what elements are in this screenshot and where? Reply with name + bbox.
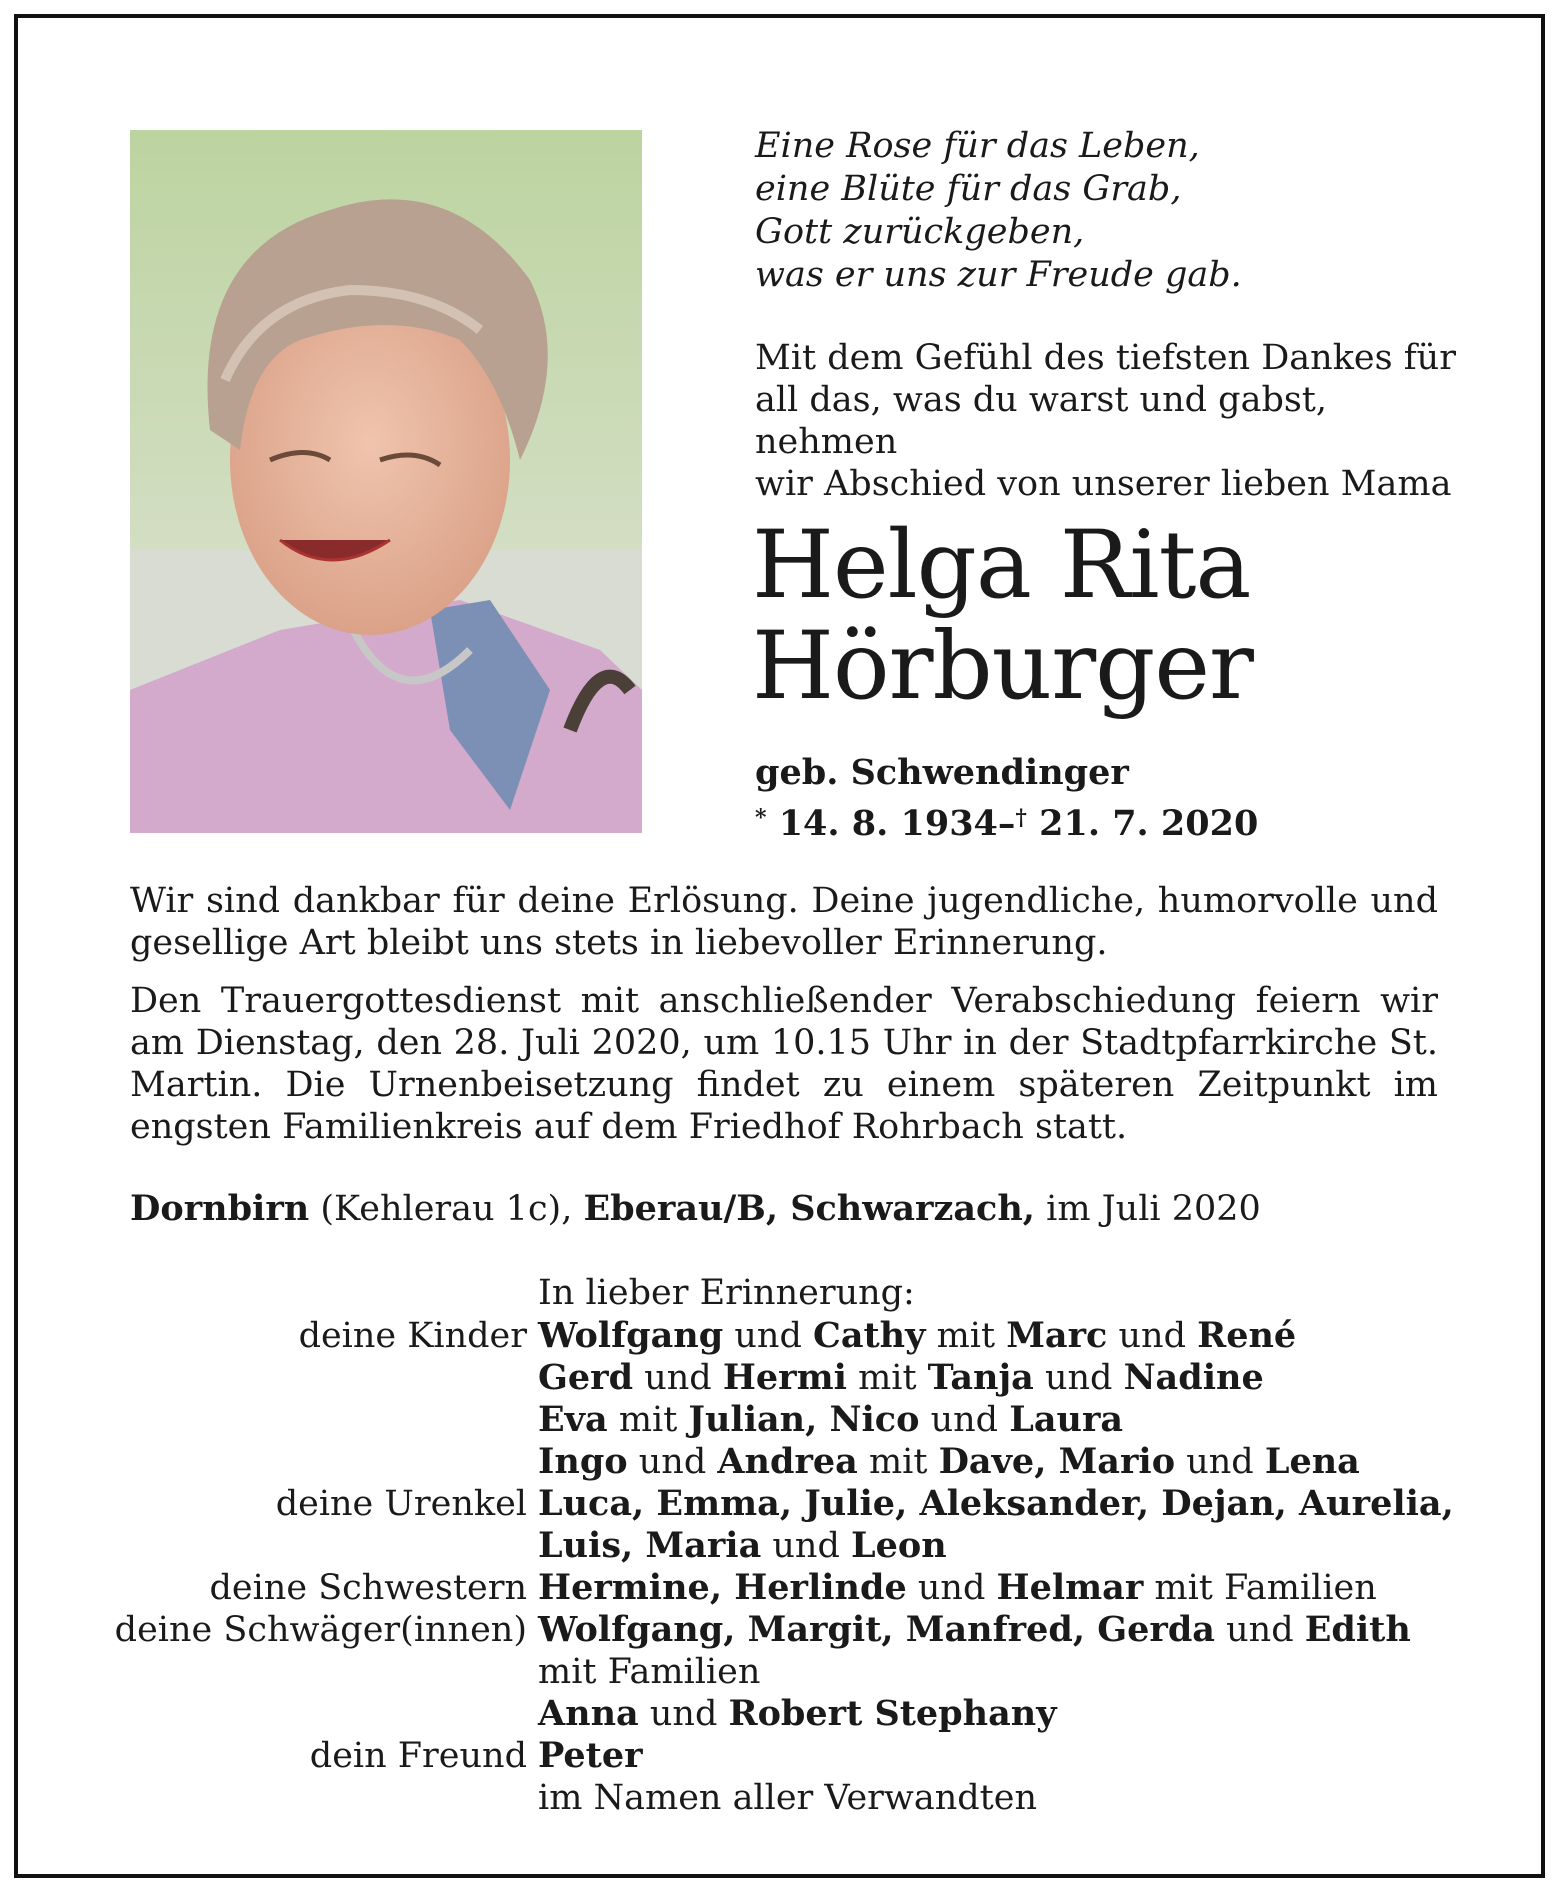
- signature-name: Lena: [1264, 1441, 1360, 1482]
- signature-text: und: [1175, 1442, 1265, 1482]
- death-mark: †: [1015, 805, 1027, 831]
- signature-text: und: [1033, 1358, 1124, 1398]
- birth-mark: *: [755, 805, 767, 831]
- signature-names: [538, 1315, 1296, 1357]
- date-dash: –: [997, 803, 1016, 844]
- signature-text: mit: [607, 1400, 689, 1440]
- intro-line: Mit dem Gefühl des tiefsten Dankes für: [755, 338, 1456, 378]
- intro-text: [755, 337, 1475, 505]
- signature-name: Marc: [1006, 1315, 1108, 1356]
- poem-line: eine Blüte für das Grab,: [755, 169, 1182, 209]
- poem: [755, 125, 1475, 297]
- signature-name: Peter: [538, 1735, 643, 1776]
- signature-text: mit: [846, 1358, 928, 1398]
- signature-relation: deine Schwäger(innen): [114, 1610, 527, 1650]
- signature-names: [538, 1441, 1360, 1483]
- signature-list: [0, 1315, 1567, 1819]
- signature-row: [0, 1567, 1567, 1609]
- signature-text: und: [906, 1568, 997, 1608]
- signature-text: mit Familien: [1143, 1568, 1377, 1608]
- signature-name: Edith: [1304, 1609, 1411, 1650]
- signature-names: [538, 1567, 1377, 1609]
- signature-row: [0, 1525, 1567, 1567]
- signature-relation: deine Schwestern: [209, 1568, 527, 1608]
- poem-line: Gott zurückgeben,: [755, 212, 1085, 252]
- signature-name: Luca, Emma, Julie, Aleksander, Dejan, Aurelia,: [538, 1483, 1454, 1524]
- signature-text: und: [919, 1400, 1010, 1440]
- signature-row: [0, 1693, 1567, 1735]
- gratitude-paragraph: Wir sind dankbar für deine Erlösung. Deine jugendliche, humorvolle und gesellige Art bleibt uns stets in liebevoller Erinnerung.: [130, 881, 1438, 963]
- signature-names: [538, 1357, 1264, 1399]
- signature-relation: dein Freund: [309, 1736, 527, 1776]
- place-line: [130, 1188, 1438, 1230]
- signature-heading: In lieber Erinnerung:: [538, 1273, 915, 1313]
- signature-row: [0, 1735, 1567, 1777]
- signature-text: und: [1107, 1316, 1198, 1356]
- signature-name: Hermine, Herlinde: [538, 1567, 907, 1608]
- poem-line: Eine Rose für das Leben,: [755, 126, 1200, 166]
- signature-name: René: [1197, 1315, 1297, 1356]
- funeral-paragraph: Den Trauergottesdienst mit anschließender Verabschiedung feiern wir am Dienstag, den 28. Juli 2020, um 10.15 Uhr in der Stadtpfarrkirche St. Martin. Die Urnenbeisetzung findet zu einem späteren Zeitpunkt im engsten Familienkreis auf dem Friedhof Rohrbach statt.: [130, 981, 1438, 1147]
- signature-names: [538, 1609, 1411, 1651]
- intro-line: wir Abschied von unserer lieben Mama: [755, 464, 1452, 504]
- signature-name: Dave, Mario: [938, 1441, 1176, 1482]
- signature-name: Ingo: [538, 1441, 628, 1482]
- signature-text: im Namen aller Verwandten: [538, 1778, 1037, 1818]
- signature-name: Wolfgang, Margit, Manfred, Gerda: [538, 1609, 1215, 1650]
- signature-text: und: [761, 1526, 852, 1566]
- deceased-name: [752, 511, 1512, 721]
- signature-names: [538, 1651, 760, 1693]
- signature-name: Anna: [538, 1693, 639, 1734]
- signature-name: Andrea: [717, 1441, 858, 1482]
- signature-name: Tanja: [927, 1357, 1034, 1398]
- signature-name: Eva: [538, 1399, 608, 1440]
- signature-names: [538, 1693, 1057, 1735]
- place-city: Dornbirn: [130, 1188, 310, 1229]
- signature-name: Luis, Maria: [538, 1525, 762, 1566]
- signature-name: Julian, Nico: [688, 1399, 920, 1440]
- name-line-1: Helga Rita: [752, 511, 1251, 620]
- signature-row: [0, 1651, 1567, 1693]
- signature-text: und: [1214, 1610, 1305, 1650]
- signature-name: Laura: [1009, 1399, 1124, 1440]
- name-line-2: Hörburger: [752, 612, 1253, 721]
- birth-date: 14. 8. 1934: [778, 803, 998, 844]
- signature-name: Hermi: [722, 1357, 847, 1398]
- signature-text: mit Familien: [538, 1652, 761, 1692]
- signature-name: Leon: [851, 1525, 947, 1566]
- place-date: im Juli 2020: [1046, 1189, 1261, 1229]
- signature-names: [538, 1483, 1454, 1525]
- signature-relation: deine Kinder: [298, 1316, 527, 1356]
- intro-line: all das, was du warst und gabst, nehmen: [755, 380, 1327, 462]
- signature-names: [538, 1735, 643, 1777]
- place-address: (Kehlerau 1c),: [320, 1189, 573, 1229]
- signature-text: und: [638, 1694, 729, 1734]
- signature-name: Cathy: [812, 1315, 926, 1356]
- signature-row: [0, 1483, 1567, 1525]
- birth-name: geb. Schwendinger: [755, 752, 1129, 793]
- signature-name: Robert Stephany: [728, 1693, 1057, 1734]
- signature-names: [538, 1399, 1123, 1441]
- signature-name: Gerd: [538, 1357, 634, 1398]
- signature-text: und: [633, 1358, 723, 1398]
- signature-row: [0, 1315, 1567, 1357]
- death-date: 21. 7. 2020: [1039, 803, 1259, 844]
- signature-row: [0, 1777, 1567, 1819]
- signature-row: [0, 1357, 1567, 1399]
- signature-row: [0, 1441, 1567, 1483]
- place-cities: Eberau/B, Schwarzach,: [583, 1188, 1035, 1229]
- signature-text: mit: [857, 1442, 939, 1482]
- signature-names: [538, 1525, 947, 1567]
- poem-line: was er uns zur Freude gab.: [755, 255, 1242, 295]
- signature-text: und: [723, 1316, 813, 1356]
- signature-row: [0, 1609, 1567, 1651]
- signature-name: Nadine: [1123, 1357, 1264, 1398]
- portrait-photo: [130, 130, 642, 833]
- signature-text: und: [627, 1442, 718, 1482]
- signature-name: Wolfgang: [538, 1315, 724, 1356]
- signature-text: mit: [925, 1316, 1007, 1356]
- life-dates: [755, 797, 1455, 845]
- signature-names: [538, 1777, 1037, 1819]
- signature-name: Helmar: [996, 1567, 1144, 1608]
- signature-relation: deine Urenkel: [275, 1484, 527, 1524]
- signature-row: [0, 1399, 1567, 1441]
